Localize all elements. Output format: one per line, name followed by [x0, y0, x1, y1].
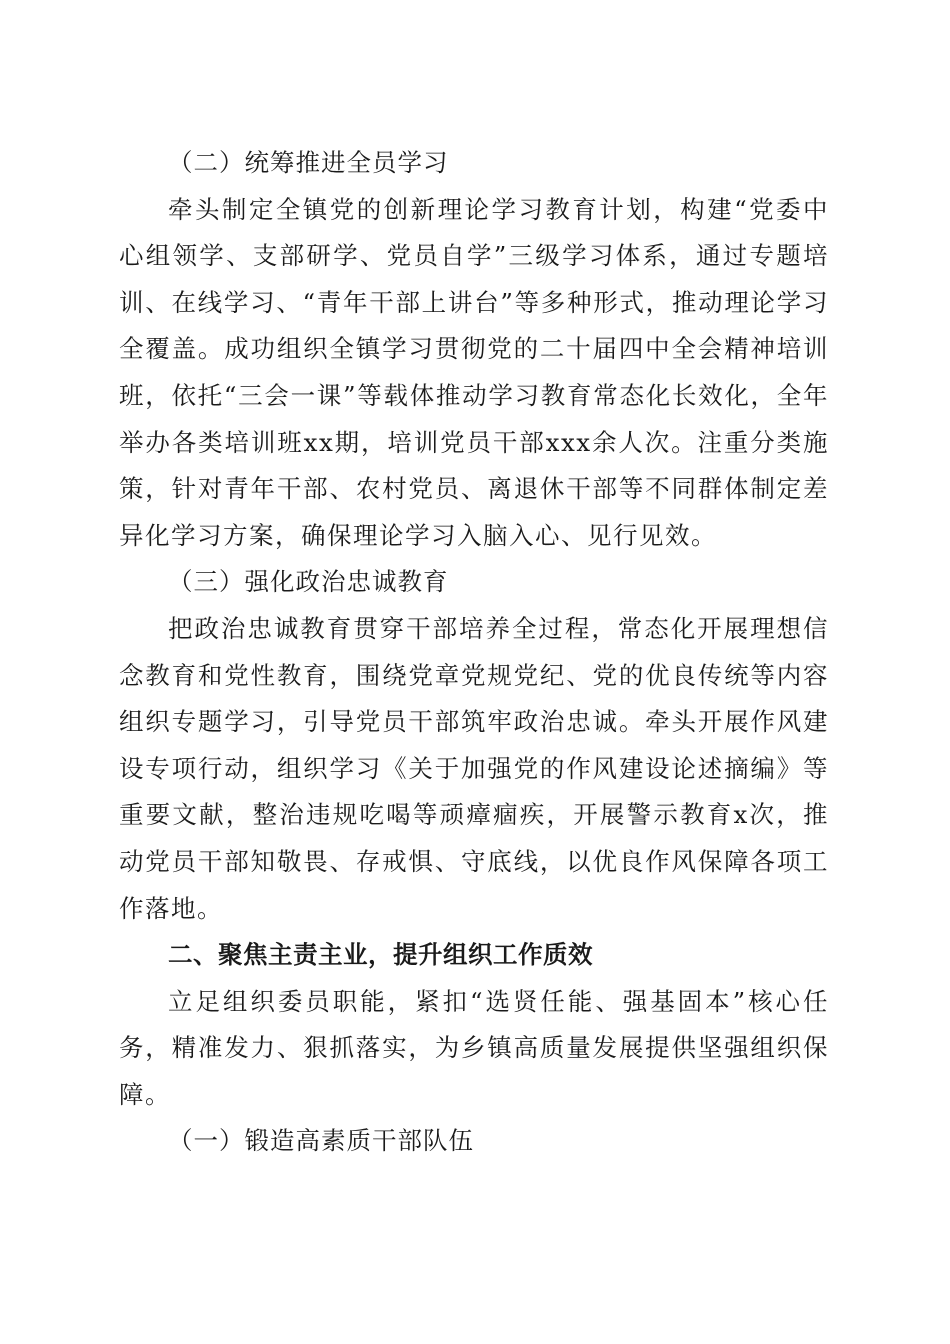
section-heading: （二）统筹推进全员学习	[168, 148, 449, 177]
section-heading: （三）强化政治忠诚教育	[168, 567, 449, 597]
chapter-paragraph: 立足组织委员职能，紧扣“选贤任能、强基固本”核心任务，精准发力、狠抓落实，为乡镇高质量发展提供坚强组织保障。	[119, 986, 829, 1109]
section-paragraph: 牵头制定全镇党的创新理论学习教育计划，构建“党委中心组领学、支部研学、党员自学”三级学习体系，通过专题培训、在线学习、“青年干部上讲台”等多种形式，推动理论学习全覆盖。成功组织全镇学习贯彻党的二十届四中全会精神培训班，依托“三会一课”等载体推动学习教育常态化长效化，全年举办各类培训班xx期，培训党员干部xxx余人次。注重分类施策，针对青年干部、农村党员、离退休干部等不同群体制定差异化学习方案，确保理论学习入脑入心、见行见效。	[119, 194, 829, 550]
chapter-heading: 二、聚焦主责主业，提升组织工作质效	[168, 940, 593, 970]
document-body	[119, 140, 829, 1165]
section-paragraph: 把政治忠诚教育贯穿干部培养全过程，常态化开展理想信念教育和党性教育，围绕党章党规党纪、党的优良传统等内容组织专题学习，引导党员干部筑牢政治忠诚。牵头开展作风建设专项行动，组织学习《关于加强党的作风建设论述摘编》等重要文献，整治违规吃喝等顽瘴痼疾，开展警示教育x次，推动党员干部知敬畏、存戒惧、守底线，以优良作风保障各项工作落地。	[119, 613, 829, 923]
section-heading: （一）锻造高素质干部队伍	[168, 1126, 474, 1156]
